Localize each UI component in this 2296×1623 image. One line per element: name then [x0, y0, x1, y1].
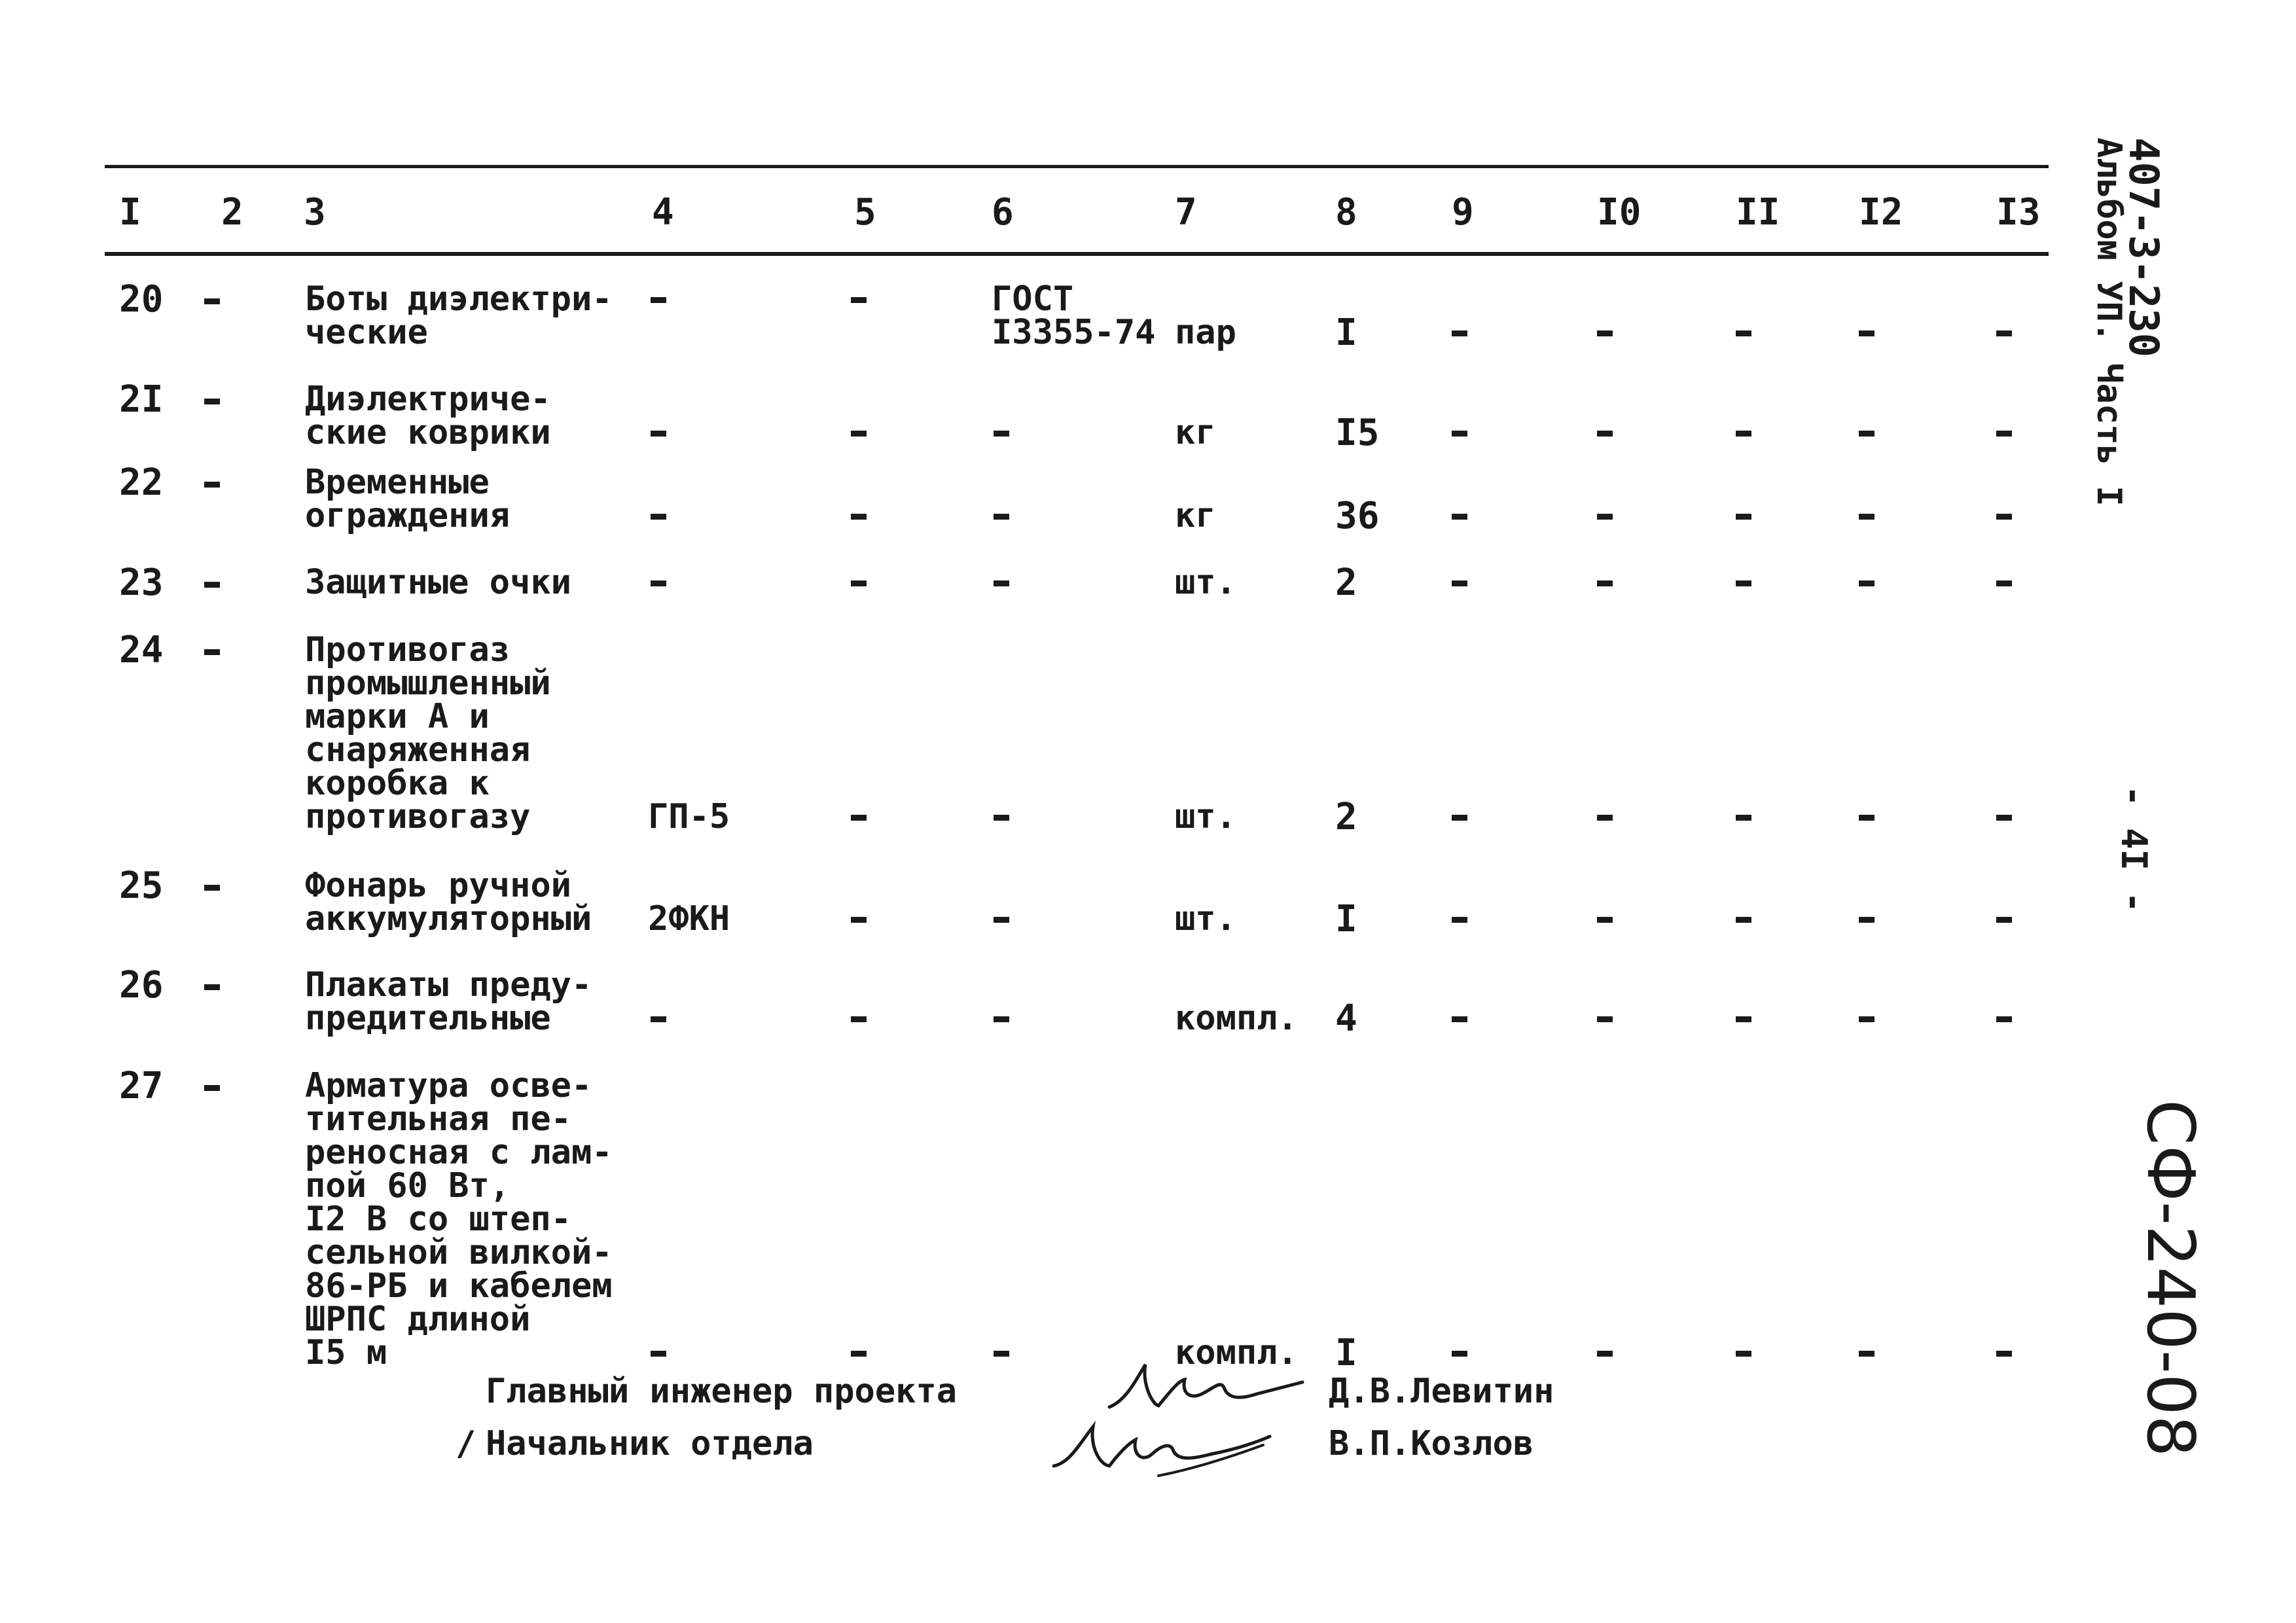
- column-12-dash: [1859, 580, 1874, 586]
- column-header-2: 2: [221, 191, 243, 234]
- column-5-dash: [851, 297, 867, 303]
- column-2-dash: [204, 984, 220, 990]
- column-4-dash: [651, 431, 666, 437]
- column-11-dash: [1736, 1016, 1751, 1022]
- item-name-line: противогазу: [305, 797, 531, 836]
- quantity: 2: [1335, 562, 1357, 604]
- column-13-dash: [1996, 815, 2012, 821]
- column-6-dash: [994, 431, 1009, 437]
- item-name-line: Боты диэлектри-: [305, 279, 613, 319]
- row-number: 22: [119, 461, 164, 504]
- column-13-dash: [1996, 1351, 2012, 1357]
- quantity: 2: [1335, 796, 1357, 838]
- column-header-4: 4: [652, 191, 674, 234]
- column-4-dash: [651, 514, 666, 520]
- quantity: I: [1335, 312, 1357, 354]
- item-name-line: аккумуляторный: [305, 899, 592, 938]
- album-part: Альбом УП. Часть I: [2089, 137, 2128, 507]
- column-9-dash: [1452, 580, 1467, 586]
- column-5-dash: [851, 514, 867, 520]
- column-header-7: 7: [1175, 191, 1197, 234]
- column-header-10: I0: [1597, 191, 1641, 234]
- header-bottom-rule: [105, 252, 2049, 256]
- unit-of-measure: кг: [1175, 496, 1216, 535]
- row-number: 25: [119, 865, 164, 907]
- column-4-dash: [651, 580, 666, 586]
- item-name-line: ческие: [305, 313, 428, 352]
- column-header-11: II: [1736, 191, 1780, 234]
- unit-of-measure: шт.: [1175, 563, 1236, 602]
- column-12-dash: [1859, 1016, 1874, 1022]
- column-header-9: 9: [1452, 191, 1474, 234]
- quantity: 4: [1335, 997, 1357, 1040]
- item-name-line: пой 60 Вт,: [305, 1166, 511, 1205]
- column-9-dash: [1452, 1016, 1467, 1022]
- column-13-dash: [1996, 330, 2012, 336]
- column-10-dash: [1597, 431, 1613, 437]
- item-type: 2ФКН: [648, 899, 730, 938]
- column-2-dash: [204, 399, 220, 404]
- standard-reference: ГОСТ: [992, 279, 1074, 319]
- quantity: I5: [1335, 412, 1380, 454]
- unit-of-measure: пар: [1175, 313, 1236, 352]
- table-top-rule: [105, 165, 2049, 168]
- column-5-dash: [851, 431, 867, 437]
- column-9-dash: [1452, 431, 1467, 437]
- column-2-dash: [204, 482, 220, 488]
- column-6-dash: [994, 580, 1009, 586]
- unit-of-measure: шт.: [1175, 899, 1236, 938]
- column-2-dash: [204, 582, 220, 588]
- column-4-dash: [651, 1016, 666, 1022]
- column-13-dash: [1996, 580, 2012, 586]
- item-name-line: Диэлектриче-: [305, 380, 551, 419]
- column-4-dash: [651, 297, 666, 303]
- column-11-dash: [1736, 815, 1751, 821]
- column-6-dash: [994, 514, 1009, 520]
- column-header-1: I: [119, 191, 141, 234]
- chief-engineer-title: Главный инженер проекта: [486, 1372, 958, 1411]
- department-head-signature: [1054, 1414, 1283, 1486]
- row-number: 24: [119, 629, 164, 671]
- item-name-line: сельной вилкой-: [305, 1233, 613, 1272]
- item-name-line: Плакаты преду-: [305, 965, 592, 1005]
- column-9-dash: [1452, 815, 1467, 821]
- department-head-title: Начальник отдела: [486, 1424, 814, 1463]
- item-type: ГП-5: [648, 797, 730, 836]
- handwritten-code: СФ-240-08: [2132, 1099, 2209, 1457]
- chief-engineer-name: Д.В.Левитин: [1329, 1372, 1554, 1411]
- unit-of-measure: компл.: [1175, 999, 1298, 1038]
- column-5-dash: [851, 815, 867, 821]
- column-6-dash: [994, 1351, 1009, 1357]
- item-name-line: Временные: [305, 463, 490, 502]
- column-12-dash: [1859, 431, 1874, 437]
- column-6-dash: [994, 1016, 1009, 1022]
- column-2-dash: [204, 1085, 220, 1091]
- page-number: - 4I -: [2113, 785, 2155, 914]
- column-2-dash: [204, 885, 220, 891]
- column-9-dash: [1452, 514, 1467, 520]
- column-12-dash: [1859, 917, 1874, 923]
- column-11-dash: [1736, 431, 1751, 437]
- unit-of-measure: компл.: [1175, 1333, 1298, 1372]
- chief-engineer-signature: [1106, 1355, 1316, 1420]
- column-4-dash: [651, 1351, 666, 1357]
- item-name-line: I2 В со штеп-: [305, 1200, 571, 1239]
- item-name-line: реносная с лам-: [305, 1133, 613, 1172]
- column-9-dash: [1452, 330, 1467, 336]
- department-head-name: В.П.Козлов: [1329, 1424, 1534, 1463]
- column-12-dash: [1859, 514, 1874, 520]
- item-name-line: ограждения: [305, 496, 511, 535]
- column-5-dash: [851, 917, 867, 923]
- column-13-dash: [1996, 514, 2012, 520]
- column-13-dash: [1996, 1016, 2012, 1022]
- column-5-dash: [851, 1351, 867, 1357]
- column-9-dash: [1452, 917, 1467, 923]
- column-header-6: 6: [992, 191, 1014, 234]
- item-name-line: ские коврики: [305, 413, 551, 452]
- item-name-line: I5 м: [305, 1333, 387, 1372]
- column-12-dash: [1859, 815, 1874, 821]
- column-9-dash: [1452, 1351, 1467, 1357]
- column-10-dash: [1597, 514, 1613, 520]
- item-name-line: 86-РБ и кабелем: [305, 1266, 613, 1306]
- column-5-dash: [851, 580, 867, 586]
- column-12-dash: [1859, 330, 1874, 336]
- item-name-line: Арматура осве-: [305, 1066, 592, 1105]
- column-11-dash: [1736, 514, 1751, 520]
- quantity: 36: [1335, 495, 1380, 537]
- column-10-dash: [1597, 815, 1613, 821]
- column-11-dash: [1736, 330, 1751, 336]
- column-header-3: 3: [304, 191, 326, 234]
- row-number: 20: [119, 278, 164, 321]
- standard-reference: I3355-74: [992, 313, 1156, 352]
- item-name-line: коробка к: [305, 764, 490, 803]
- item-name-line: Противогаз: [305, 630, 511, 669]
- column-11-dash: [1736, 580, 1751, 586]
- unit-of-measure: шт.: [1175, 797, 1236, 836]
- column-2-dash: [204, 649, 220, 655]
- item-name-line: снаряженная: [305, 730, 531, 770]
- column-6-dash: [994, 815, 1009, 821]
- column-header-8: 8: [1335, 191, 1357, 234]
- row-number: 2I: [119, 378, 164, 421]
- column-6-dash: [994, 917, 1009, 923]
- unit-of-measure: кг: [1175, 413, 1216, 452]
- column-10-dash: [1597, 917, 1613, 923]
- column-5-dash: [851, 1016, 867, 1022]
- column-11-dash: [1736, 1351, 1751, 1357]
- row-number: 27: [119, 1065, 164, 1107]
- column-11-dash: [1736, 917, 1751, 923]
- quantity: I: [1335, 898, 1357, 940]
- document-number: 407-3-230: [2120, 137, 2168, 357]
- item-name-line: промышленный: [305, 664, 551, 703]
- column-12-dash: [1859, 1351, 1874, 1357]
- column-13-dash: [1996, 917, 2012, 923]
- row-number: 26: [119, 964, 164, 1007]
- item-name-line: марки А и: [305, 697, 490, 736]
- column-10-dash: [1597, 1016, 1613, 1022]
- column-13-dash: [1996, 431, 2012, 437]
- column-10-dash: [1597, 330, 1613, 336]
- column-header-12: I2: [1859, 191, 1903, 234]
- item-name-line: предительные: [305, 999, 551, 1038]
- column-10-dash: [1597, 580, 1613, 586]
- quantity: I: [1335, 1332, 1357, 1374]
- column-10-dash: [1597, 1351, 1613, 1357]
- row-number: 23: [119, 562, 164, 604]
- item-name-line: Фонарь ручной: [305, 866, 571, 905]
- item-name-line: ШРПС длиной: [305, 1300, 531, 1339]
- item-name-line: Защитные очки: [305, 563, 571, 602]
- column-header-13: I3: [1996, 191, 2041, 234]
- column-2-dash: [204, 298, 220, 304]
- column-header-5: 5: [854, 191, 876, 234]
- item-name-line: тительная пе-: [305, 1099, 571, 1139]
- department-head-prefix: /: [456, 1424, 476, 1463]
